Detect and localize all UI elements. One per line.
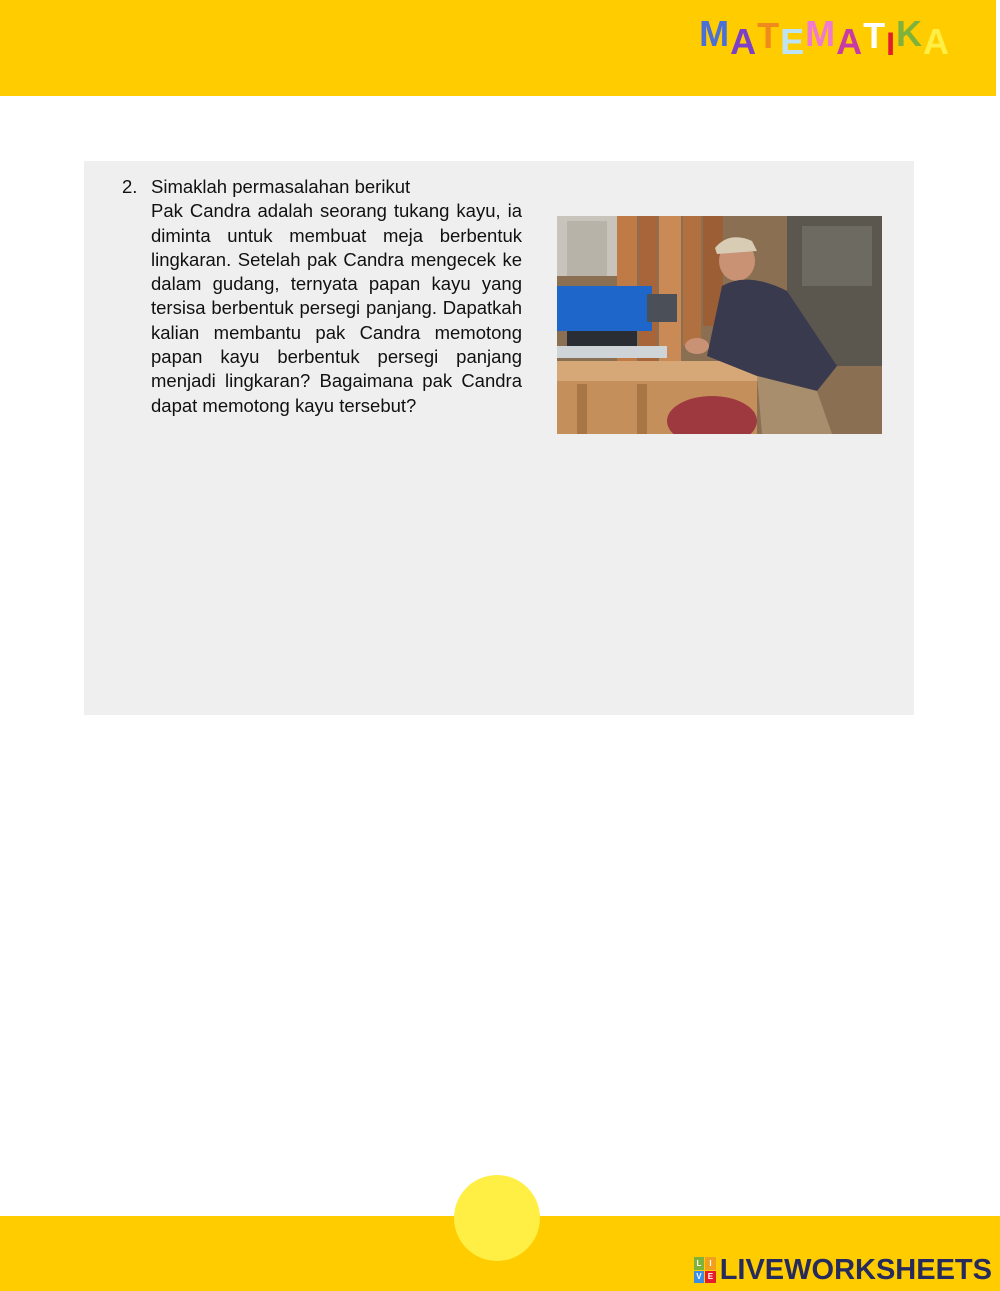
icon-tile: E [705,1271,716,1284]
question-number: 2. [122,176,138,197]
logo-letter: A [730,21,758,62]
logo-letter: A [923,21,950,62]
icon-tile: L [694,1257,705,1270]
logo-letter: M [699,13,731,54]
liveworksheets-logo [694,1254,992,1286]
logo-letter: K [896,13,923,54]
page-circle [454,1175,540,1261]
question-body: Pak Candra adalah seorang tukang kayu, ia diminta untuk membuat meja berbentuk lingkaran. Setelah pak Candra mengecek ke dalam gudang, ternyata papan kayu yang tersisa berbentuk persegi panjang. Dapatkah kalian membantu pak Candra memotong papan kayu berbentuk persegi panjang menjadi lingkaran? Bagaimana pak Candra dapat memotong kayu tersebut? [151,200,522,416]
matematika-logo [699,13,950,66]
question-heading: Simaklah permasalahan berikut [151,176,411,197]
logo-letter: M [805,13,837,54]
question-2 [122,175,522,418]
carpenter-photo [557,216,882,434]
question-panel [84,161,914,715]
logo-letter: A [836,21,864,62]
logo-letter: T [863,15,887,56]
icon-tile: V [694,1271,705,1284]
logo-letter: E [780,21,806,62]
icon-tile: I [705,1257,716,1270]
liveworksheets-icon [694,1257,716,1283]
logo-letter: T [757,15,781,56]
logo-letter: I [886,26,896,62]
header-band [0,0,996,96]
liveworksheets-text: LIVEWORKSHEETS [719,1253,992,1286]
